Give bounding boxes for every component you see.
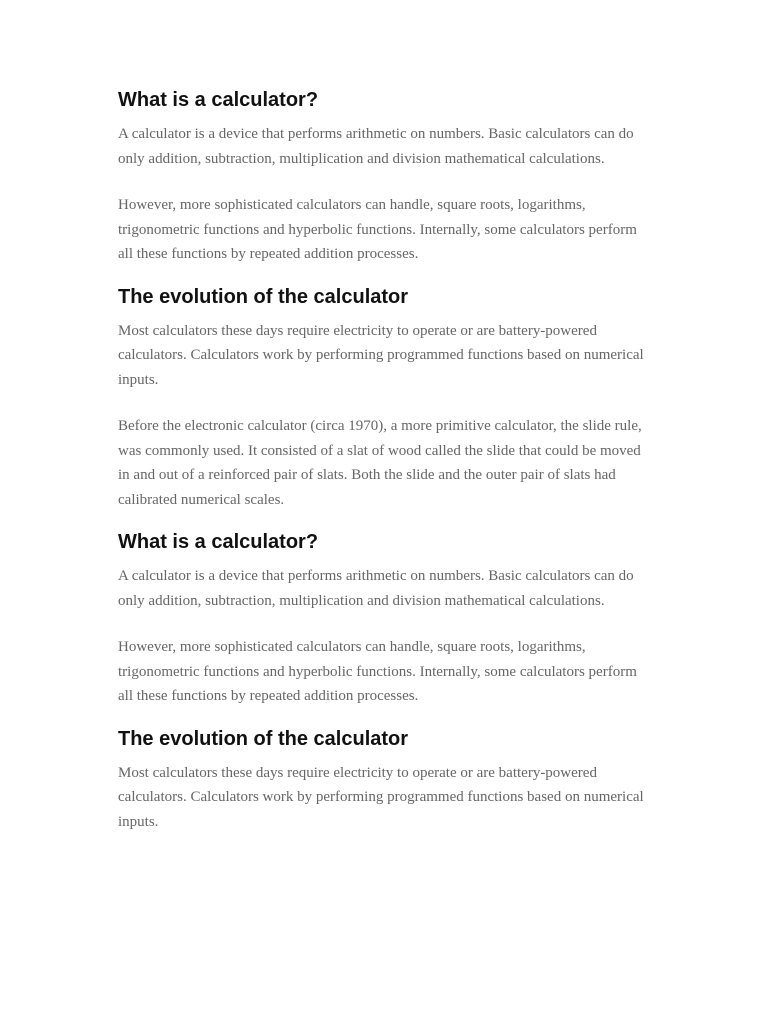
paragraph: Before the electronic calculator (circa 1970), a more primitive calculator, the slide rule, was commonly used. It consisted of a slat of wood called the slide that could be moved in and out of a reinforced pair of slats. Both the slide and the outer pair of slats had calibrated numerical scales. xyxy=(118,418,642,508)
paragraph: However, more sophisticated calculators can handle, square roots, logarithms, trigonometric functions and hyperbolic functions. Internally, some calculators perform all these functions by repeated addition processes. xyxy=(118,639,637,704)
section-evolution-of-calculator-2 xyxy=(118,727,650,835)
section-evolution-of-calculator-1 xyxy=(118,285,650,513)
paragraph: Most calculators these days require electricity to operate or are battery-powered calculators. Calculators work by performing programmed functions based on numerical inputs. xyxy=(118,322,644,388)
section-heading: What is a calculator? xyxy=(118,531,319,553)
section-what-is-calculator-2 xyxy=(118,530,650,709)
section-heading: The evolution of the calculator xyxy=(118,727,409,750)
section-heading: What is a calculator? xyxy=(118,89,319,111)
paragraph: However, more sophisticated calculators can handle, square roots, logarithms, trigonometric functions and hyperbolic functions. Internally, some calculators perform all these functions by repeated addition processes. xyxy=(118,197,637,262)
section-heading: The evolution of the calculator xyxy=(118,285,409,308)
paragraph: A calculator is a device that performs arithmetic on numbers. Basic calculators can do only addition, subtraction, multiplication and division mathematical calculations. xyxy=(118,568,634,609)
section-what-is-calculator-1 xyxy=(118,88,650,267)
article-body xyxy=(118,88,650,852)
paragraph: Most calculators these days require electricity to operate or are battery-powered calculators. Calculators work by performing programmed functions based on numerical inputs. xyxy=(118,764,644,830)
paragraph: A calculator is a device that performs arithmetic on numbers. Basic calculators can do only addition, subtraction, multiplication and division mathematical calculations. xyxy=(118,126,634,167)
